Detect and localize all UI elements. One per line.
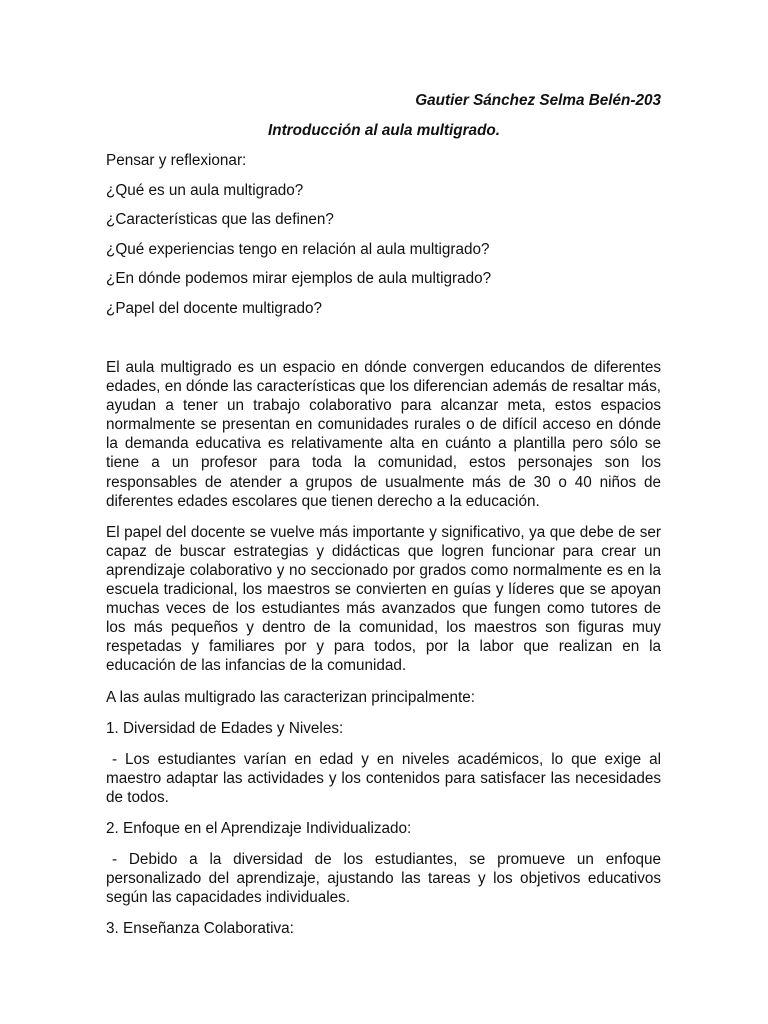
reflection-intro: Pensar y reflexionar: xyxy=(106,152,247,169)
question-3: ¿Qué experiencias tengo en relación al aula multigrado? xyxy=(106,241,490,258)
paragraph-definition: El aula multigrado es un espacio en dónde convergen educandos de diferentes edades, en dónde las características que los diferencian además de resaltar más, ayudan a tener un trabajo colaborativo para alcanzar meta, estos espacios normalmente se presentan en comunidades rurales o de difícil acceso en dónde la demanda educativa es relativamente alta en cuánto a plantilla pero sólo se tiene a un profesor para toda la comunidad, estos personajes son los responsables de atender a grupos de usualmente más de 30 o 40 niños de diferentes edades escolares que tienen derecho a la educación. xyxy=(106,359,661,510)
question-1: ¿Qué es un aula multigrado? xyxy=(106,182,304,199)
question-2: ¿Características que las definen? xyxy=(106,211,334,228)
document-title: Introducción al aula multigrado. xyxy=(267,122,501,139)
paragraph-teacher-role: El papel del docente se vuelve más importante y significativo, ya que debe de ser capaz de buscar estrategias y didácticas que logren funcionar para crear un aprendizaje colaborativo y no seccionado por grados como normalmente es en la escuela tradicional, los maestros se convierten en guías y líderes que se apoyan muchas veces de los estudiantes más avanzados que fungen como tutores de los más pequeños y dentro de la comunidad, los maestros son figuras muy respetadas y familiares por y para todos, por la labor que realizan en la educación de las infancias de la comunidad. xyxy=(106,523,661,675)
characteristics-intro: A las aulas multigrado las caracterizan principalmente: xyxy=(106,688,476,706)
characteristic-1-title: 1. Diversidad de Edades y Niveles: xyxy=(106,719,344,737)
author-line: Gautier Sánchez Selma Belén-203 xyxy=(415,92,661,109)
characteristic-1-text: - Los estudiantes varían en edad y en niveles académicos, lo que exige al maestro adaptar las actividades y los contenidos para satisfacer las necesidades de todos. xyxy=(106,750,661,806)
document-body xyxy=(106,358,661,950)
characteristic-2-title: 2. Enfoque en el Aprendizaje Individualizado: xyxy=(106,819,412,837)
characteristic-3-title: 3. Enseñanza Colaborativa: xyxy=(106,919,294,937)
question-5: ¿Papel del docente multigrado? xyxy=(106,300,322,317)
question-4: ¿En dónde podemos mirar ejemplos de aula multigrado? xyxy=(106,270,492,287)
characteristic-2-text: - Debido a la diversidad de los estudiantes, se promueve un enfoque personalizado del aprendizaje, ajustando las tareas y los objetivos educativos según las capacidades individuales. xyxy=(106,850,661,906)
